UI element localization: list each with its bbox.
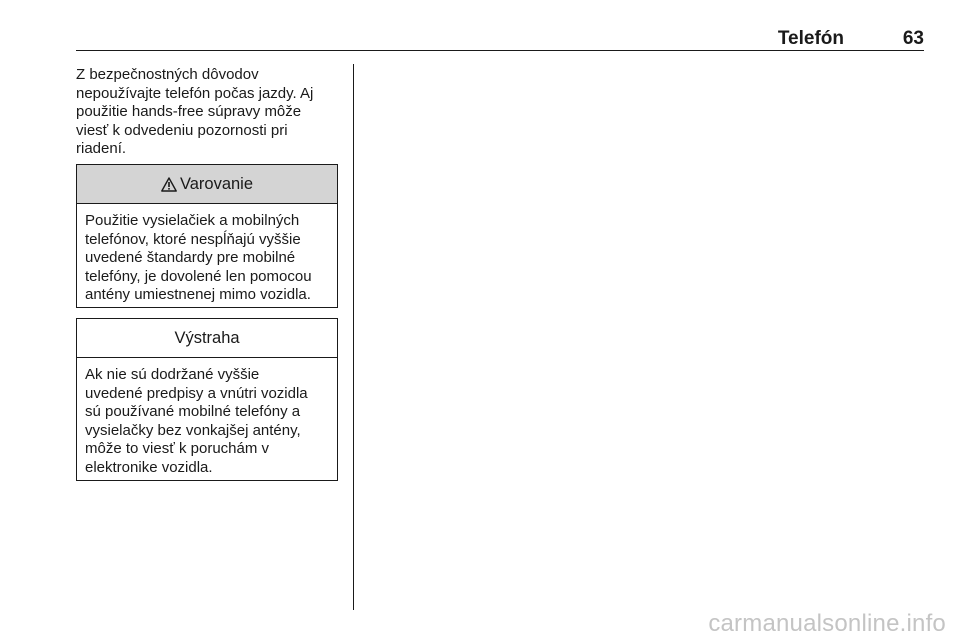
intro-paragraph: [76, 66, 340, 159]
intro-line: Z bezpečnostných dôvodov: [76, 66, 259, 83]
header-title: Telefón: [777, 28, 844, 49]
intro-line: nepoužívajte telefón počas jazdy. Aj: [76, 84, 314, 102]
watermark: carmanualsonline.info: [708, 610, 946, 637]
caution-box: [76, 318, 338, 481]
warning-line: telefóny, je dovolené len pomocou: [85, 267, 312, 285]
intro-line: riadení.: [76, 140, 127, 157]
warning-line: antény umiestnenej mimo vozidla.: [85, 286, 311, 303]
intro-line: použitie hands-free súpravy môže: [76, 103, 302, 120]
caution-text: [77, 358, 337, 486]
caution-line: môže to viesť k poruchám v: [85, 440, 270, 457]
caution-title: Výstraha: [174, 328, 240, 347]
warning-title: Varovanie: [179, 174, 254, 193]
column-divider: [353, 64, 354, 610]
page-number: 63: [902, 28, 924, 49]
warning-box: [76, 164, 338, 308]
warning-header: [77, 165, 337, 204]
warning-line: Použitie vysielačiek a mobilných: [85, 212, 300, 229]
intro-line: viesť k odvedeniu pozornosti pri: [76, 121, 288, 139]
caution-line: sú používané mobilné telefóny a: [85, 403, 301, 420]
page-header: [76, 26, 924, 51]
caution-line: Ak nie sú dodržané vyššie: [85, 366, 260, 383]
caution-header: [77, 319, 337, 358]
warning-line: telefónov, ktoré nespĺňajú vyššie: [85, 230, 301, 248]
warning-triangle-icon: [161, 177, 177, 192]
caution-line: vysielačky bez vonkajšej antény,: [85, 421, 301, 439]
warning-text: [77, 204, 337, 314]
caution-line: uvedené predpisy a vnútri vozidla: [85, 384, 308, 402]
caution-line: elektronike vozidla.: [85, 458, 213, 476]
warning-line: uvedené štandardy pre mobilné: [85, 249, 296, 266]
